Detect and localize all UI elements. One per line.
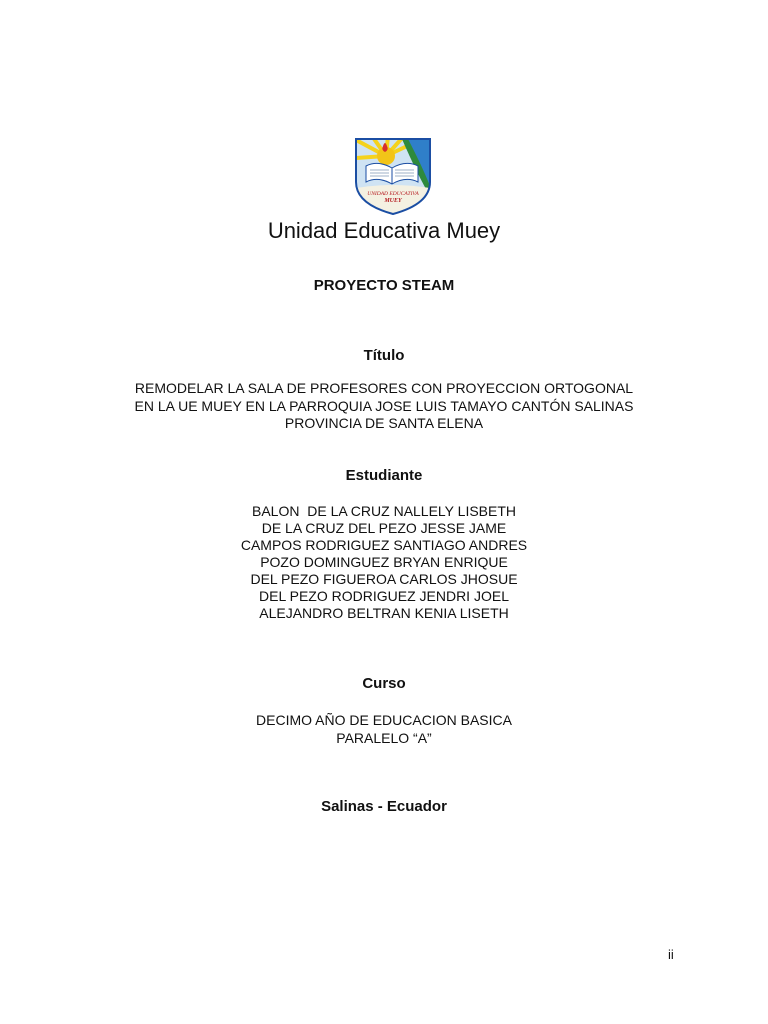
location: Salinas - Ecuador xyxy=(321,798,447,815)
student-name: DEL PEZO RODRIGUEZ JENDRI JOEL xyxy=(259,588,509,604)
school-crest-logo xyxy=(352,136,434,216)
svg-text:MUEY: MUEY xyxy=(384,198,402,204)
student-name: ALEJANDRO BELTRAN KENIA LISETH xyxy=(259,605,509,621)
crest-icon xyxy=(352,136,434,216)
course-line: DECIMO AÑO DE EDUCACION BASICA xyxy=(256,712,512,728)
page-number: ii xyxy=(668,947,674,962)
students-list xyxy=(0,503,768,622)
course-info xyxy=(0,712,768,747)
course-line: PARALELO “A” xyxy=(336,729,432,746)
student-name: POZO DOMINGUEZ BRYAN ENRIQUE xyxy=(260,554,508,570)
student-name: DEL PEZO FIGUEROA CARLOS JHOSUE xyxy=(250,571,518,587)
project-title-line: EN LA UE MUEY EN LA PARROQUIA JOSE LUIS TAMAYO CANTÓN SALINAS xyxy=(134,397,634,414)
course-heading: Curso xyxy=(362,675,406,692)
project-title-line: PROVINCIA DE SANTA ELENA xyxy=(284,415,484,431)
title-heading: Título xyxy=(363,347,405,364)
student-name: CAMPOS RODRIGUEZ SANTIAGO ANDRES xyxy=(240,537,528,553)
project-title xyxy=(0,380,768,433)
project-label: PROYECTO STEAM xyxy=(313,277,455,294)
student-name: DE LA CRUZ DEL PEZO JESSE JAME xyxy=(261,520,507,536)
student-name: BALON DE LA CRUZ NALLELY LISBETH xyxy=(251,503,517,519)
svg-text:UNIDAD EDUCATIVA: UNIDAD EDUCATIVA xyxy=(367,191,419,197)
project-title-line: REMODELAR LA SALA DE PROFESORES CON PROYECCION ORTOGONAL xyxy=(134,380,634,396)
school-name: Unidad Educativa Muey xyxy=(267,218,501,243)
students-heading: Estudiante xyxy=(345,467,423,484)
